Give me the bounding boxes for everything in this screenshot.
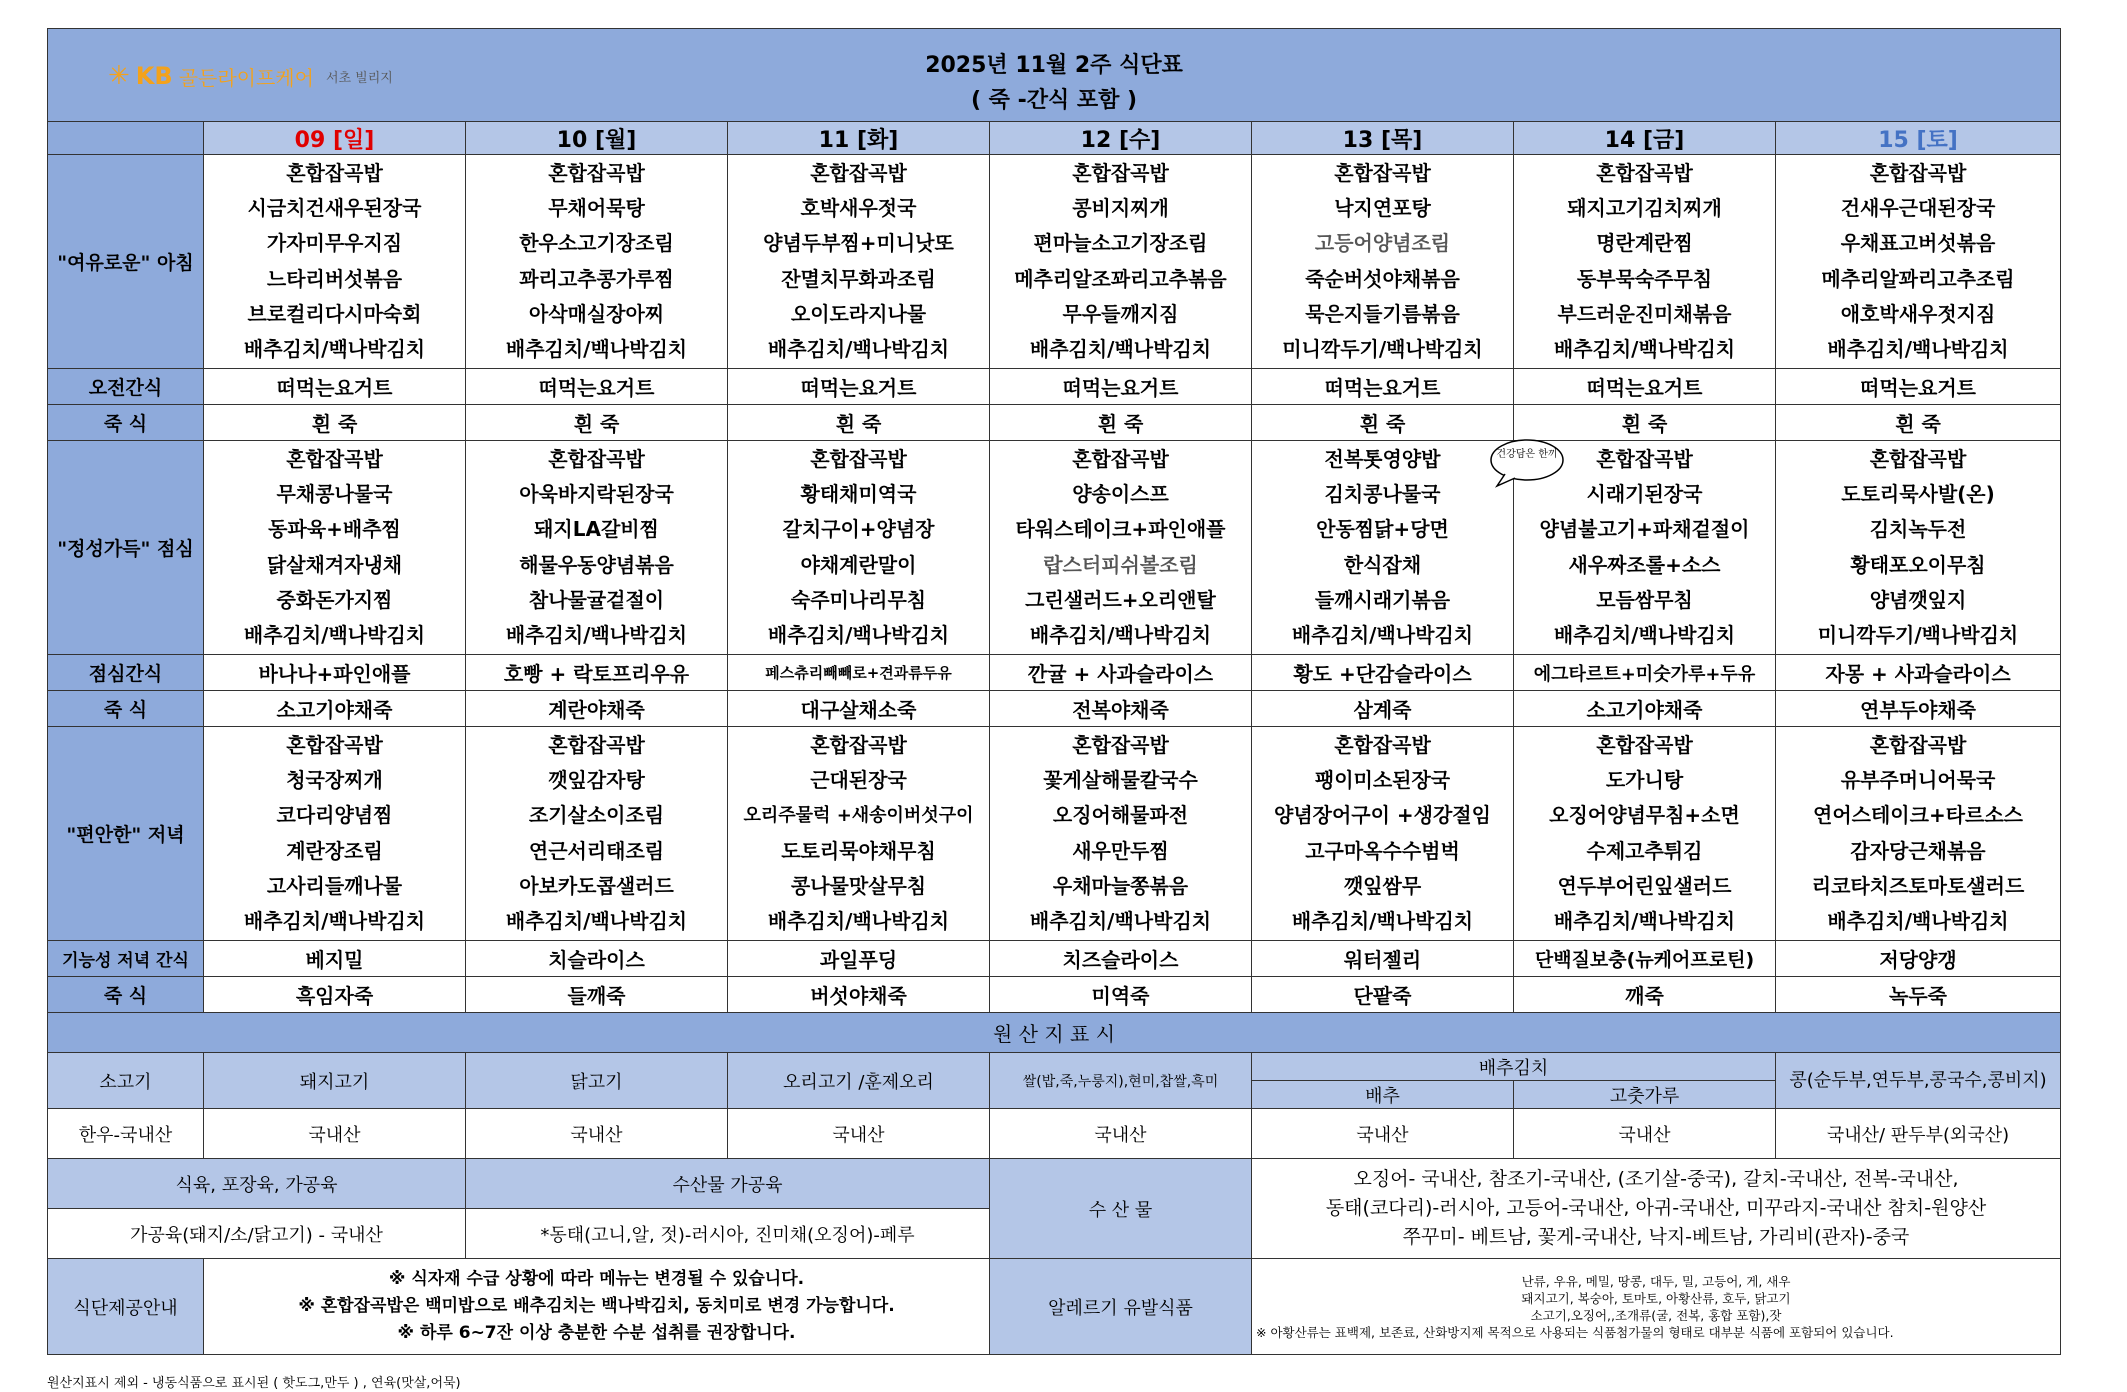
snack-cell: 저당양갱	[1776, 941, 2061, 977]
porridge-cell: 흰 죽	[990, 405, 1252, 441]
porridge-cell: 흰 죽	[1514, 405, 1776, 441]
porridge-cell: 들깨죽	[466, 977, 728, 1013]
meal-label: 기능성 저녁 간식	[48, 941, 204, 977]
lunch-cell: 전복톳영양밥 김치콩나물국 안동찜닭+당면 한식잡채 들깨시래기볶음 배추김치/백나박김치	[1252, 441, 1514, 655]
breakfast-cell: 혼합잡곡밥 낙지연포탕 고등어양념조림 죽순버섯야채볶음 묵은지들기름볶음 미니깍두기/백나박김치	[1252, 155, 1514, 369]
breakfast-row	[48, 155, 2061, 369]
dinner-cell: 혼합잡곡밥 꽃게살해물칼국수 오징어해물파전 새우만두찜 우채마늘쫑볶음 배추김치/백나박김치	[990, 727, 1252, 941]
origin-header: 닭고기	[466, 1053, 728, 1109]
origin-header: 돼지고기	[204, 1053, 466, 1109]
seafood-processed-value: *동태(고니,알, 젓)-러시아, 진미채(오징어)-페루	[466, 1209, 990, 1259]
origin-header: 배추김치	[1252, 1053, 1776, 1081]
page-subtitle: ( 죽 -간식 포함 )	[970, 88, 1138, 113]
origin-header: 소고기	[48, 1053, 204, 1109]
notice-label: 식단제공안내	[48, 1259, 204, 1355]
lunch-cell: 혼합잡곡밥 도토리묵사발(온) 김치녹두전 황태포오이무침 양념깻잎지 미니깍두기/백나박김치	[1776, 441, 2061, 655]
day-header: 15 [토]	[1776, 122, 2061, 155]
meal-label: 오전간식	[48, 369, 204, 405]
porridge-cell: 녹두죽	[1776, 977, 2061, 1013]
origin-value: 한우-국내산	[48, 1109, 204, 1159]
porridge-cell: 흰 죽	[1776, 405, 2061, 441]
porridge-cell: 연부두야채죽	[1776, 691, 2061, 727]
breakfast-cell: 혼합잡곡밥 건새우근대된장국 우채표고버섯볶음 메추리알꽈리고추조림 애호박새우젓지짐 배추김치/백나박김치	[1776, 155, 2061, 369]
lunch-porridge-row	[48, 691, 2061, 727]
snack-cell: 떠먹는요거트	[1776, 369, 2061, 405]
snack-cell: 떠먹는요거트	[1514, 369, 1776, 405]
snack-cell: 과일푸딩	[728, 941, 990, 977]
breakfast-cell: 혼합잡곡밥 호박새우젓국 양념두부찜+미니낫또 잔멸치무화과조림 오이도라지나물 배추김치/백나박김치	[728, 155, 990, 369]
origin-header: 쌀(밥,죽,누룽지),현미,찹쌀,흑미	[990, 1053, 1252, 1109]
snack-cell: 깐귤 + 사과슬라이스	[990, 655, 1252, 691]
dinner-cell: 혼합잡곡밥 근대된장국 오리주물럭 +새송이버섯구이 도토리묵야채무침 콩나물맛살무침 배추김치/백나박김치	[728, 727, 990, 941]
meal-label: 죽 식	[48, 405, 204, 441]
snack-cell: 치즈슬라이스	[990, 941, 1252, 977]
porridge-cell: 대구살채소죽	[728, 691, 990, 727]
page-title: 2025년 11월 2주 식단표	[925, 53, 1183, 78]
porridge-cell: 버섯야채죽	[728, 977, 990, 1013]
snack-cell: 워터젤리	[1252, 941, 1514, 977]
meal-label: 죽 식	[48, 691, 204, 727]
processed-label: 식육, 포장육, 가공육	[48, 1159, 466, 1209]
meal-label: 점심간식	[48, 655, 204, 691]
breakfast-cell: 혼합잡곡밥 돼지고기김치찌개 명란계란찜 동부묵숙주무침 부드러운진미채볶음 배추김치/백나박김치	[1514, 155, 1776, 369]
lunch-cell: 혼합잡곡밥 아욱바지락된장국 돼지LA갈비찜 해물우동양념볶음 참나물귤겉절이 배추김치/백나박김치	[466, 441, 728, 655]
breakfast-cell: 혼합잡곡밥 콩비지찌개 편마늘소고기장조림 메추리알조꽈리고추볶음 무우들깨지짐 배추김치/백나박김치	[990, 155, 1252, 369]
porridge-cell: 소고기야채죽	[204, 691, 466, 727]
footer-note: 원산지표시 제외 - 냉동식품으로 표시된 ( 핫도그,만두 ) , 연육(맛살,어묵)	[47, 1376, 461, 1391]
logo-name: 골든라이프케어	[178, 65, 314, 90]
porridge-cell: 흑임자죽	[204, 977, 466, 1013]
origin-header: 콩(순두부,연두부,콩국수,콩비지)	[1776, 1053, 2061, 1109]
origin-value: 국내산	[728, 1109, 990, 1159]
dinner-cell: 혼합잡곡밥 도가니탕 오징어양념무침+소면 수제고추튀김 연두부어린잎샐러드 배추김치/백나박김치	[1514, 727, 1776, 941]
morning-snack-row	[48, 369, 2061, 405]
lunch-snack-row	[48, 655, 2061, 691]
snack-cell: 자몽 + 사과슬라이스	[1776, 655, 2061, 691]
origin-subheader: 배추	[1252, 1081, 1514, 1109]
meal-label: "여유로운" 아침	[48, 155, 204, 369]
notice-text: ※ 식자재 수급 상황에 따라 메뉴는 변경될 수 있습니다. ※ 혼합잡곡밥은 백미밥으로 배추김치는 백나박김치, 동치미로 변경 가능합니다. ※ 하루 6~7잔 이상 충분한 수분 섭취를 권장합니다.	[204, 1259, 990, 1355]
seafood-processed-label: 수산물 가공육	[466, 1159, 990, 1209]
menu-sheet	[47, 28, 2060, 1367]
porridge-cell: 소고기야채죽	[1514, 691, 1776, 727]
lunch-cell: 혼합잡곡밥 무채콩나물국 동파육+배추찜 닭살채겨자냉채 중화돈가지찜 배추김치/백나박김치	[204, 441, 466, 655]
snack-cell: 단백질보충(뉴케어프로틴)	[1514, 941, 1776, 977]
breakfast-cell: 혼합잡곡밥 시금치건새우된장국 가자미무우지짐 느타리버섯볶음 브로컬리다시마숙회 배추김치/백나박김치	[204, 155, 466, 369]
breakfast-cell: 혼합잡곡밥 무채어묵탕 한우소고기장조림 꽈리고추콩가루찜 아삭매실장아찌 배추김치/백나박김치	[466, 155, 728, 369]
dinner-row	[48, 727, 2061, 941]
porridge-cell: 미역죽	[990, 977, 1252, 1013]
dinner-porridge-row	[48, 977, 2061, 1013]
snack-cell: 떠먹는요거트	[204, 369, 466, 405]
dinner-cell: 혼합잡곡밥 유부주머니어묵국 연어스테이크+타르소스 감자당근채볶음 리코타치즈토마토샐러드 배추김치/백나박김치	[1776, 727, 2061, 941]
porridge-cell: 단팥죽	[1252, 977, 1514, 1013]
origin-value: 국내산	[204, 1109, 466, 1159]
day-header: 10 [월]	[466, 122, 728, 155]
lunch-cell: 혼합잡곡밥 시래기된장국 양념불고기+파채겉절이 새우짜조롤+소스 모듬쌈무침 배추김치/백나박김치	[1514, 441, 1776, 655]
snack-cell: 떠먹는요거트	[466, 369, 728, 405]
origin-value: 국내산	[466, 1109, 728, 1159]
logo	[108, 61, 393, 91]
snack-cell: 떠먹는요거트	[990, 369, 1252, 405]
meal-label: "정성가득" 점심	[48, 441, 204, 655]
snack-cell: 황도 +단감슬라이스	[1252, 655, 1514, 691]
snack-cell: 치슬라이스	[466, 941, 728, 977]
lunch-row	[48, 441, 2061, 655]
snack-cell: 에그타르트+미숫가루+두유	[1514, 655, 1776, 691]
porridge-cell: 계란야채죽	[466, 691, 728, 727]
bubble-text: 건강담은 한끼	[1496, 449, 1558, 460]
seafood-origins: 오징어- 국내산, 참조기-국내산, (조기살-중국), 갈치-국내산, 전복-국내산, 동태(코다리)-러시아, 고등어-국내산, 아귀-국내산, 미꾸라지-국내산 참치-원양산 쭈꾸미- 베트남, 꽃게-국내산, 낙지-베트남, 가리비(관자)-중국	[1252, 1159, 2061, 1259]
porridge-cell: 흰 죽	[204, 405, 466, 441]
dinner-cell: 혼합잡곡밥 깻잎감자탕 조기살소이조림 연근서리태조림 아보카도콥샐러드 배추김치/백나박김치	[466, 727, 728, 941]
origin-value: 국내산	[1514, 1109, 1776, 1159]
title-cell	[48, 29, 2061, 122]
snack-cell: 베지밀	[204, 941, 466, 977]
day-header: 11 [화]	[728, 122, 990, 155]
logo-star-icon: ✳	[108, 61, 130, 91]
porridge-cell: 깨죽	[1514, 977, 1776, 1013]
origin-subheader: 고춧가루	[1514, 1081, 1776, 1109]
origin-header: 오리고기 /훈제오리	[728, 1053, 990, 1109]
snack-cell: 떠먹는요거트	[728, 369, 990, 405]
dinner-cell: 혼합잡곡밥 청국장찌개 코다리양념찜 계란장조림 고사리들깨나물 배추김치/백나박김치	[204, 727, 466, 941]
snack-cell: 페스츄리빼빼로+견과류두유	[728, 655, 990, 691]
day-header: 13 [목]	[1252, 122, 1514, 155]
logo-sub: 서초 빌리지	[325, 70, 393, 86]
porridge-cell: 흰 죽	[1252, 405, 1514, 441]
dinner-cell: 혼합잡곡밥 팽이미소된장국 양념장어구이 +생강절임 고구마옥수수범벅 깻잎쌈무 배추김치/백나박김치	[1252, 727, 1514, 941]
origin-value: 국내산	[990, 1109, 1252, 1159]
meal-label: "편안한" 저녁	[48, 727, 204, 941]
menu-table	[47, 28, 2061, 1355]
day-header: 09 [일]	[204, 122, 466, 155]
origin-section-title: 원 산 지 표 시	[48, 1013, 2061, 1053]
porridge-cell: 삼계죽	[1252, 691, 1514, 727]
snack-cell: 바나나+파인애플	[204, 655, 466, 691]
porridge-cell: 흰 죽	[466, 405, 728, 441]
meal-label: 죽 식	[48, 977, 204, 1013]
porridge-cell: 흰 죽	[728, 405, 990, 441]
seafood-label: 수 산 물	[990, 1159, 1252, 1259]
morning-porridge-row	[48, 405, 2061, 441]
logo-kb: KB	[135, 62, 173, 90]
origin-value: 국내산/ 판두부(외국산)	[1776, 1109, 2061, 1159]
day-header: 14 [금]	[1514, 122, 1776, 155]
lunch-cell: 혼합잡곡밥 양송이스프 타워스테이크+파인애플 랍스터피쉬볼조림 그린샐러드+오리앤탈 배추김치/백나박김치	[990, 441, 1252, 655]
allergy-text: 난류, 우유, 메밀, 땅콩, 대두, 밀, 고등어, 게, 새우 돼지고기, 복숭아, 토마토, 아황산류, 호두, 닭고기 소고기,오징어,,조개류(굴, 전복, 홍합 포함),잣 ※ 아황산류는 표백제, 보존료, 산화방지제 목적으로 사용되는 식품첨가물의 형태로 대부분 식품에 포함되어 있습니다.	[1252, 1259, 2061, 1355]
porridge-cell: 전복야채죽	[990, 691, 1252, 727]
snack-cell: 호빵 + 락토프리우유	[466, 655, 728, 691]
speech-bubble-icon	[1487, 436, 1567, 488]
snack-cell: 떠먹는요거트	[1252, 369, 1514, 405]
corner-cell	[48, 122, 204, 155]
lunch-cell: 혼합잡곡밥 황태채미역국 갈치구이+양념장 야채계란말이 숙주미나리무침 배추김치/백나박김치	[728, 441, 990, 655]
dinner-snack-row	[48, 941, 2061, 977]
origin-value: 국내산	[1252, 1109, 1514, 1159]
day-header: 12 [수]	[990, 122, 1252, 155]
processed-value: 가공육(돼지/소/닭고기) - 국내산	[48, 1209, 466, 1259]
allergy-label: 알레르기 유발식품	[990, 1259, 1252, 1355]
